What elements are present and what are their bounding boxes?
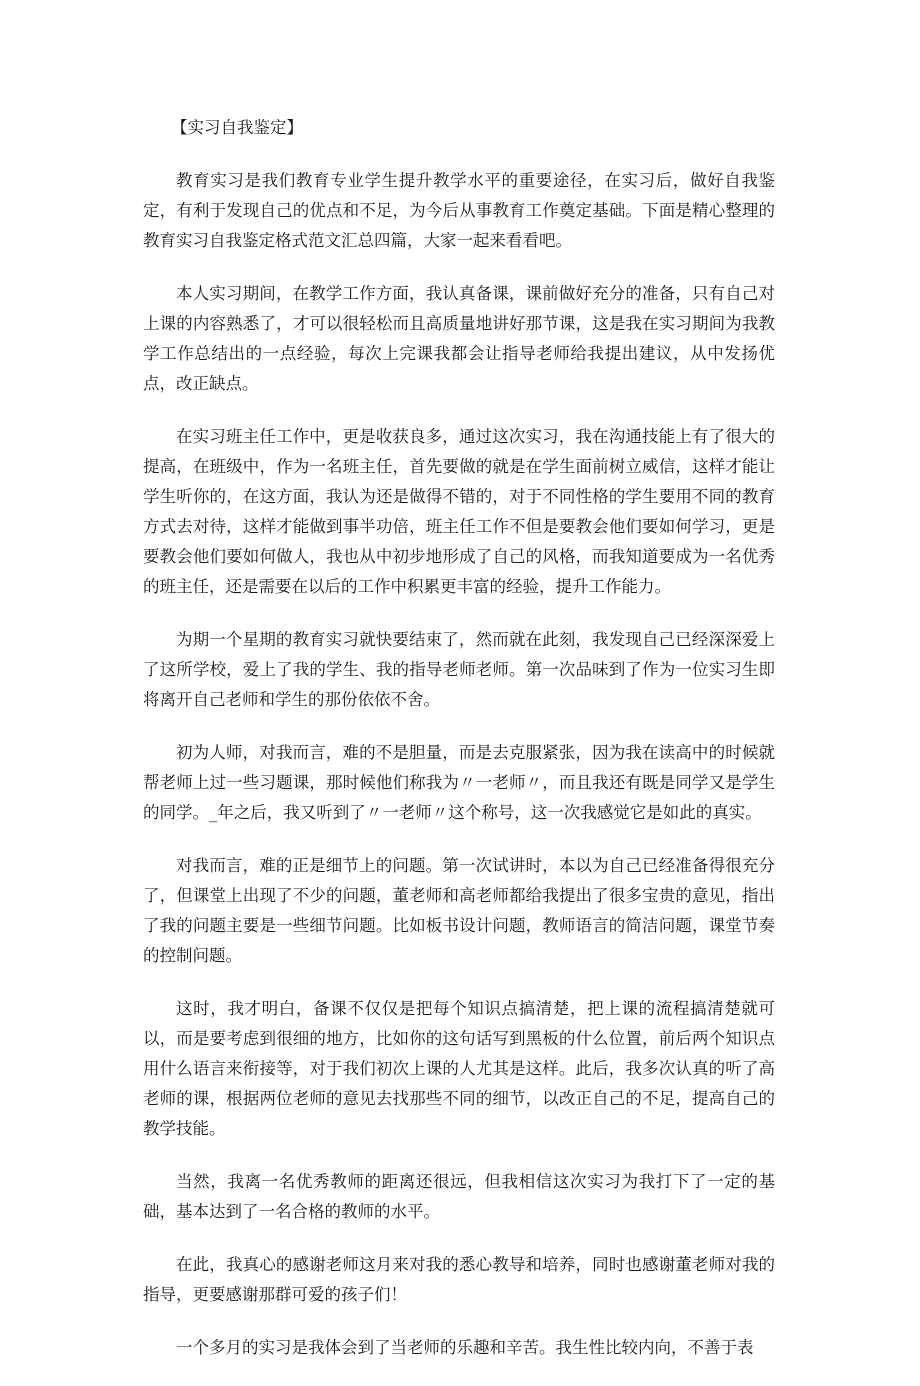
document-title: 【实习自我鉴定】 xyxy=(171,118,303,137)
paragraph-thanks: 在此，我真心的感谢老师这月来对我的悉心教导和培养，同时也感谢董老师对我的指导，更要感谢那群可爱的孩子们！ xyxy=(143,1255,775,1304)
paragraph-foundation: 当然，我离一名优秀教师的距离还很远，但我相信这次实习为我打下了一定的基础，基本达到了一名合格的教师的水平。 xyxy=(143,1172,775,1221)
paragraph-farewell: 为期一个星期的教育实习就快要结束了，然而就在此刻，我发现自己已经深深爱上了这所学校，爱上了我的学生、我的指导老师老师。第一次品味到了作为一位实习生即将离开自己老师和学生的那份依依不舍。 xyxy=(143,630,775,709)
paragraph-realization: 这时，我才明白，备课不仅仅是把每个知识点搞清楚，把上课的流程搞清楚就可以，而是要考虑到很细的地方，比如你的这句话写到黑板的什么位置，前后两个知识点用什么语言来衔接等，对于我们初次上课的人尤其是这样。此后，我多次认真的听了高老师的课，根据两位老师的意见去找那些不同的细节，以改正自己的不足，提高自己的教学技能。 xyxy=(143,999,775,1138)
paragraph-details: 对我而言，难的正是细节上的问题。第一次试讲时，本以为自己已经准备得很充分了，但课堂上出现了不少的问题，董老师和高老师都给我提出了很多宝贵的意见，指出了我的问题主要是一些细节问题。比如板书设计问题，教师语言的简洁问题，课堂节奏的控制问题。 xyxy=(143,856,775,965)
paragraph-teaching: 本人实习期间，在教学工作方面，我认真备课，课前做好充分的准备，只有自己对上课的内容熟悉了，才可以很轻松而且高质量地讲好那节课，这是我在实习期间为我教学工作总结出的一点经验，每次上完课我都会让指导老师给我提出建议，从中发扬优点，改正缺点。 xyxy=(143,284,775,393)
document-body xyxy=(143,113,775,1386)
paragraph-intro: 教育实习是我们教育专业学生提升教学水平的重要途径，在实习后，做好自我鉴定，有利于发现自己的优点和不足，为今后从事教育工作奠定基础。下面是精心整理的教育实习自我鉴定格式范文汇总四篇，大家一起来看看吧。 xyxy=(143,171,775,250)
paragraph-reflection: 一个多月的实习是我体会到了当老师的乐趣和辛苦。我生性比较内向，不善于表 xyxy=(176,1338,754,1357)
paragraph-first-teaching: 初为人师，对我而言，难的不是胆量，而是去克服紧张，因为我在读高中的时候就帮老师上过一些习题课，那时候他们称我为〃一老师〃，而且我还有既是同学又是学生的同学。_年之后，我又听到了〃一老师〃这个称号，这一次我感觉它是如此的真实。 xyxy=(143,743,775,822)
paragraph-class-teacher: 在实习班主任工作中，更是收获良多，通过这次实习，我在沟通技能上有了很大的提高，在班级中，作为一名班主任，首先要做的就是在学生面前树立威信，这样才能让学生听你的，在这方面，我认为还是做得不错的，对于不同性格的学生要用不同的教育方式去对待，这样才能做到事半功倍，班主任工作不但是要教会他们要如何学习，更是要教会他们要如何做人，我也从中初步地形成了自己的风格，而我知道要成为一名优秀的班主任，还是需要在以后的工作中积累更丰富的经验，提升工作能力。 xyxy=(143,427,775,596)
